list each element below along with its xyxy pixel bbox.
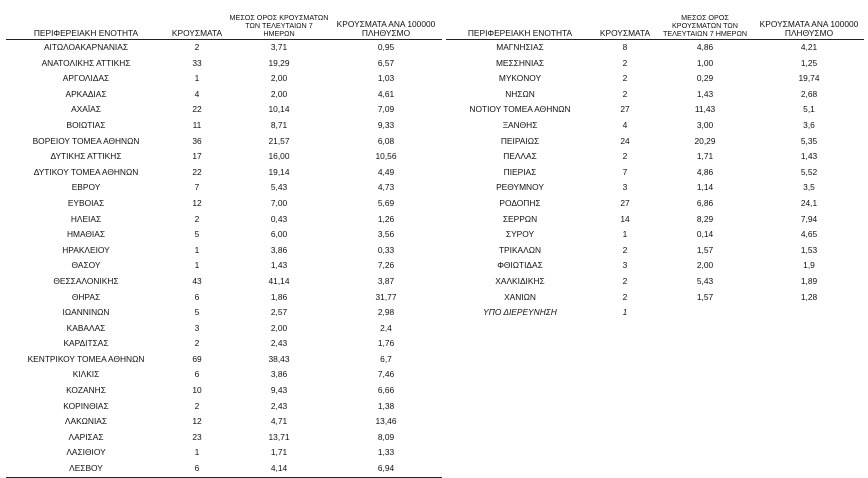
avg-cell: 2,43 <box>270 400 288 411</box>
cases-cell: 69 <box>192 353 202 364</box>
avg-cell: 3,00 <box>696 119 714 130</box>
rate-cell <box>754 305 864 321</box>
avg-cell: 1,71 <box>270 447 288 458</box>
avg-cell: 1,00 <box>696 57 714 68</box>
avg-cell: 19,14 <box>268 166 290 177</box>
cases-cell: 43 <box>192 275 202 286</box>
region-cell: ΒΟΙΩΤΙΑΣ <box>66 119 106 130</box>
cases-cell: 1 <box>194 73 200 84</box>
cases-cell: 17 <box>192 151 202 162</box>
avg-cell: 4,71 <box>270 416 288 427</box>
header-avg-7-days: ΜΕΣΟΣ ΟΡΟΣ ΚΡΟΥΣΜΑΤΩΝ ΤΩΝ ΤΕΛΕΥΤΑΙΩΝ 7 ΗΜΕΡΩΝ <box>662 13 748 38</box>
avg-cell: 10,14 <box>268 104 290 115</box>
table-row <box>6 461 442 477</box>
header-avg-7-days: ΜΕΣΟΣ ΟΡΟΣ ΚΡΟΥΣΜΑΤΩΝ ΤΩΝ ΤΕΛΕΥΤΑΙΩΝ 7 ΗΜΕΡΩΝ <box>229 13 329 38</box>
table-row <box>446 290 864 306</box>
cases-cell: 12 <box>192 197 202 208</box>
cases-cell: 12 <box>192 416 202 427</box>
region-cell: ΞΑΝΘΗΣ <box>502 119 538 130</box>
table-row <box>446 165 864 181</box>
table-row <box>446 180 864 196</box>
avg-cell: 21,57 <box>268 135 290 146</box>
table-row <box>446 196 864 212</box>
region-cell: ΚΑΡΔΙΤΣΑΣ <box>63 338 109 349</box>
cases-cell: 5 <box>194 307 200 318</box>
table-row <box>6 243 442 259</box>
cases-cell: 2 <box>194 400 200 411</box>
table-row <box>6 321 442 337</box>
table-row <box>6 196 442 212</box>
table-row <box>6 383 442 399</box>
table-row <box>446 149 864 165</box>
table-row <box>446 71 864 87</box>
avg-cell: 3,86 <box>270 244 288 255</box>
avg-cell: 5,43 <box>696 275 714 286</box>
avg-cell: 20,29 <box>694 135 716 146</box>
cases-cell: 4 <box>194 88 200 99</box>
rate-cell: 1,89 <box>800 275 818 286</box>
cases-cell: 36 <box>192 135 202 146</box>
table-row <box>446 102 864 118</box>
cases-cell: 7 <box>194 182 200 193</box>
table-row <box>6 134 442 150</box>
rate-cell: 7,09 <box>377 104 395 115</box>
rate-cell: 7,94 <box>800 213 818 224</box>
table-row <box>6 305 442 321</box>
cases-cell: 3 <box>622 260 628 271</box>
rate-cell: 0,95 <box>377 42 395 52</box>
region-cell: ΔΥΤΙΚΗΣ ΑΤΤΙΚΗΣ <box>50 151 122 162</box>
table-row <box>6 102 442 118</box>
table-row <box>446 227 864 243</box>
avg-cell: 38,43 <box>268 353 290 364</box>
table-body-left <box>6 40 442 478</box>
table-row <box>446 212 864 228</box>
table-row <box>446 118 864 134</box>
rate-cell: 5,69 <box>377 197 395 208</box>
header-cases: ΚΡΟΥΣΜΑΤΑ <box>599 28 651 38</box>
cases-cell: 1 <box>622 307 628 318</box>
avg-cell: 0,14 <box>696 229 714 240</box>
avg-cell: 7,00 <box>270 197 288 208</box>
region-cell: ΜΑΓΝΗΣΙΑΣ <box>496 42 544 52</box>
avg-cell: 19,29 <box>268 57 290 68</box>
under-investigation-row <box>446 305 864 321</box>
table-row <box>6 274 442 290</box>
region-cell: ΝΟΤΙΟΥ ΤΟΜΕΑ ΑΘΗΝΩΝ <box>469 104 571 115</box>
cases-cell: 2 <box>622 151 628 162</box>
avg-cell: 4,14 <box>270 463 288 474</box>
region-cell: ΗΜΑΘΙΑΣ <box>66 229 106 240</box>
region-cell: ΡΟΔΟΠΗΣ <box>499 197 541 208</box>
rate-cell: 3,56 <box>377 229 395 240</box>
avg-cell: 1,43 <box>270 260 288 271</box>
avg-cell: 2,43 <box>270 338 288 349</box>
rate-cell: 3,87 <box>377 275 395 286</box>
avg-cell: 6,00 <box>270 229 288 240</box>
table-row <box>446 243 864 259</box>
cases-cell: 1 <box>194 244 200 255</box>
avg-cell: 2,00 <box>270 88 288 99</box>
table-row <box>446 258 864 274</box>
table-row <box>6 352 442 368</box>
avg-cell <box>656 305 754 321</box>
rate-cell: 24,1 <box>800 197 818 208</box>
region-cell: ΛΕΣΒΟΥ <box>69 463 103 474</box>
region-cell: ΠΕΙΡΑΙΩΣ <box>500 135 540 146</box>
avg-cell: 41,14 <box>268 275 290 286</box>
region-cell: ΘΑΣΟΥ <box>71 260 101 271</box>
region-cell: ΧΑΛΚΙΔΙΚΗΣ <box>495 275 545 286</box>
table-row <box>6 290 442 306</box>
cases-cell: 1 <box>194 260 200 271</box>
region-cell: ΚΕΝΤΡΙΚΟΥ ΤΟΜΕΑ ΑΘΗΝΩΝ <box>27 353 145 364</box>
cases-cell: 27 <box>620 104 630 115</box>
cases-table-right <box>446 14 864 321</box>
region-cell: ΕΒΡΟΥ <box>71 182 101 193</box>
cases-cell: 14 <box>620 213 630 224</box>
region-cell: ΕΥΒΟΙΑΣ <box>67 197 105 208</box>
rate-cell: 2,98 <box>377 307 395 318</box>
cases-cell: 3 <box>194 322 200 333</box>
header-region: ΠΕΡΙΦΕΡΕΙΑΚΗ ΕΝΟΤΗΤΑ <box>33 28 139 38</box>
avg-cell: 8,71 <box>270 119 288 130</box>
table-row <box>6 227 442 243</box>
rate-cell: 6,94 <box>377 463 395 474</box>
cases-cell: 27 <box>620 197 630 208</box>
avg-cell: 5,43 <box>270 182 288 193</box>
table-row <box>446 274 864 290</box>
avg-cell: 9,43 <box>270 385 288 396</box>
cases-cell: 6 <box>194 463 200 474</box>
region-cell: ΒΟΡΕΙΟΥ ΤΟΜΕΑ ΑΘΗΝΩΝ <box>32 135 140 146</box>
rate-cell: 5,35 <box>800 135 818 146</box>
rate-cell: 8,09 <box>377 431 395 442</box>
rate-cell: 1,76 <box>377 338 395 349</box>
avg-cell: 16,00 <box>268 151 290 162</box>
region-cell: ΑΡΚΑΔΙΑΣ <box>65 88 107 99</box>
rate-cell: 4,61 <box>377 88 395 99</box>
avg-cell: 4,86 <box>696 42 714 52</box>
cases-cell: 11 <box>192 119 202 130</box>
cases-cell: 5 <box>194 229 200 240</box>
region-cell: ΛΑΚΩΝΙΑΣ <box>64 416 108 427</box>
cases-cell: 6 <box>194 291 200 302</box>
cases-cell: 2 <box>622 275 628 286</box>
table-row <box>6 149 442 165</box>
rate-cell: 13,46 <box>375 416 397 427</box>
rate-cell: 9,33 <box>377 119 395 130</box>
table-row <box>6 118 442 134</box>
cases-cell: 2 <box>194 213 200 224</box>
rate-cell: 19,74 <box>798 73 820 84</box>
rate-cell: 1,9 <box>803 260 815 271</box>
cases-cell: 2 <box>622 73 628 84</box>
table-row <box>446 87 864 103</box>
table-row <box>6 414 442 430</box>
cases-cell: 22 <box>192 104 202 115</box>
cases-cell: 23 <box>192 431 202 442</box>
region-cell: ΔΥΤΙΚΟΥ ΤΟΜΕΑ ΑΘΗΝΩΝ <box>33 166 139 177</box>
cases-cell: 3 <box>622 182 628 193</box>
table-row <box>446 56 864 72</box>
table-row <box>6 180 442 196</box>
rate-cell: 3,6 <box>803 119 815 130</box>
cases-cell: 7 <box>622 166 628 177</box>
cases-cell: 6 <box>194 369 200 380</box>
region-cell: ΛΑΣΙΘΙΟΥ <box>66 447 106 458</box>
rate-cell: 7,26 <box>377 260 395 271</box>
rate-cell: 1,28 <box>800 291 818 302</box>
region-cell: ΘΕΣΣΑΛΟΝΙΚΗΣ <box>53 275 119 286</box>
rate-cell: 7,46 <box>377 369 395 380</box>
rate-cell: 1,03 <box>377 73 395 84</box>
avg-cell: 1,14 <box>696 182 714 193</box>
table-body-right <box>446 40 864 321</box>
region-cell: ΑΝΑΤΟΛΙΚΗΣ ΑΤΤΙΚΗΣ <box>41 57 131 68</box>
rate-cell: 3,5 <box>803 182 815 193</box>
cases-cell: 1 <box>194 447 200 458</box>
rate-cell: 10,56 <box>375 151 397 162</box>
table-header-row <box>6 14 442 40</box>
region-cell: ΥΠΟ ΔΙΕΡΕΥΝΗΣΗ <box>483 307 557 318</box>
region-cell: ΗΡΑΚΛΕΙΟΥ <box>62 244 110 255</box>
region-cell: ΑΙΤΩΛΟΑΚΑΡΝΑΝΙΑΣ <box>43 42 129 52</box>
avg-cell: 1,86 <box>270 291 288 302</box>
cases-cell: 2 <box>194 42 200 52</box>
avg-cell: 2,57 <box>270 307 288 318</box>
table-row <box>6 165 442 181</box>
avg-cell: 0,43 <box>270 213 288 224</box>
region-cell: ΡΕΘΥΜΝΟΥ <box>496 182 544 193</box>
cases-cell: 10 <box>192 385 202 396</box>
rate-cell: 2,68 <box>800 88 818 99</box>
rate-cell: 6,7 <box>380 353 392 364</box>
avg-cell: 1,71 <box>696 151 714 162</box>
region-cell: ΑΡΓΟΛΙΔΑΣ <box>62 73 110 84</box>
region-cell: ΠΙΕΡΙΑΣ <box>503 166 537 177</box>
cases-cell: 2 <box>622 88 628 99</box>
region-cell: ΚΟΖΑΝΗΣ <box>66 385 106 396</box>
avg-cell: 11,43 <box>694 104 716 115</box>
region-cell: ΤΡΙΚΑΛΩΝ <box>498 244 542 255</box>
rate-cell: 1,53 <box>800 244 818 255</box>
avg-cell: 2,00 <box>270 322 288 333</box>
region-cell: ΦΘΙΩΤΙΔΑΣ <box>497 260 543 271</box>
table-row <box>6 430 442 446</box>
rate-cell: 6,57 <box>377 57 395 68</box>
region-cell: ΠΕΛΛΑΣ <box>503 151 537 162</box>
table-row <box>446 134 864 150</box>
cases-cell: 33 <box>192 57 202 68</box>
rate-cell: 4,49 <box>377 166 395 177</box>
cases-cell: 2 <box>622 244 628 255</box>
table-row <box>6 40 442 56</box>
region-cell: ΚΙΛΚΙΣ <box>72 369 100 380</box>
rate-cell: 4,73 <box>377 182 395 193</box>
cases-cell: 2 <box>194 338 200 349</box>
avg-cell: 2,00 <box>270 73 288 84</box>
region-cell: ΑΧΑΪΑΣ <box>71 104 101 115</box>
region-cell: ΙΩΑΝΝΙΝΩΝ <box>62 307 110 318</box>
header-cases: ΚΡΟΥΣΜΑΤΑ <box>171 28 223 38</box>
cases-cell: 2 <box>622 57 628 68</box>
region-cell: ΝΗΣΩΝ <box>505 88 535 99</box>
rate-cell: 1,43 <box>800 151 818 162</box>
cases-cell: 2 <box>622 291 628 302</box>
region-cell: ΜΥΚΟΝΟΥ <box>498 73 542 84</box>
rate-cell: 1,26 <box>377 213 395 224</box>
rate-cell: 4,21 <box>800 42 818 52</box>
avg-cell: 0,29 <box>696 73 714 84</box>
rate-cell: 1,33 <box>377 447 395 458</box>
rate-cell: 0,33 <box>377 244 395 255</box>
table-row <box>6 336 442 352</box>
cases-cell: 24 <box>620 135 630 146</box>
avg-cell: 2,00 <box>696 260 714 271</box>
region-cell: ΜΕΣΣΗΝΙΑΣ <box>495 57 545 68</box>
cases-cell: 1 <box>622 229 628 240</box>
header-cases-per-100000: ΚΡΟΥΣΜΑΤΑ ΑΝΑ 100000 ΠΛΗΘΥΣΜΟ <box>336 19 436 38</box>
region-cell: ΗΛΕΙΑΣ <box>70 213 102 224</box>
region-cell: ΧΑΝΙΩΝ <box>504 291 536 302</box>
cases-cell: 4 <box>622 119 628 130</box>
avg-cell: 3,71 <box>270 42 288 52</box>
avg-cell: 1,57 <box>696 291 714 302</box>
region-cell: ΣΥΡΟΥ <box>505 229 535 240</box>
table-header-row <box>446 14 864 40</box>
region-cell: ΚΑΒΑΛΑΣ <box>66 322 106 333</box>
avg-cell: 13,71 <box>268 431 290 442</box>
header-cases-per-100000: ΚΡΟΥΣΜΑΤΑ ΑΝΑ 100000 ΠΛΗΘΥΣΜΟ <box>759 19 859 38</box>
table-row <box>6 258 442 274</box>
table-row <box>6 367 442 383</box>
header-region: ΠΕΡΙΦΕΡΕΙΑΚΗ ΕΝΟΤΗΤΑ <box>467 28 573 38</box>
rate-cell: 2,4 <box>380 322 392 333</box>
rate-cell: 4,65 <box>800 229 818 240</box>
avg-cell: 8,29 <box>696 213 714 224</box>
cases-table-left <box>6 14 442 478</box>
rate-cell: 6,08 <box>377 135 395 146</box>
table-row <box>6 212 442 228</box>
rate-cell: 6,66 <box>377 385 395 396</box>
region-cell: ΛΑΡΙΣΑΣ <box>68 431 104 442</box>
rate-cell: 1,25 <box>800 57 818 68</box>
region-cell: ΘΗΡΑΣ <box>71 291 101 302</box>
avg-cell: 4,86 <box>696 166 714 177</box>
table-row <box>6 399 442 415</box>
avg-cell: 1,57 <box>696 244 714 255</box>
table-row <box>6 56 442 72</box>
rate-cell: 5,1 <box>803 104 815 115</box>
cases-cell: 22 <box>192 166 202 177</box>
table-row <box>446 40 864 56</box>
table-row <box>6 87 442 103</box>
rate-cell: 5,52 <box>800 166 818 177</box>
avg-cell: 3,86 <box>270 369 288 380</box>
region-cell: ΣΕΡΡΩΝ <box>502 213 538 224</box>
rate-cell: 31,77 <box>375 291 397 302</box>
table-row <box>6 71 442 87</box>
avg-cell: 1,43 <box>696 88 714 99</box>
avg-cell: 6,86 <box>696 197 714 208</box>
rate-cell: 1,38 <box>377 400 395 411</box>
region-cell: ΚΟΡΙΝΘΙΑΣ <box>63 400 109 411</box>
cases-cell: 8 <box>622 42 628 52</box>
